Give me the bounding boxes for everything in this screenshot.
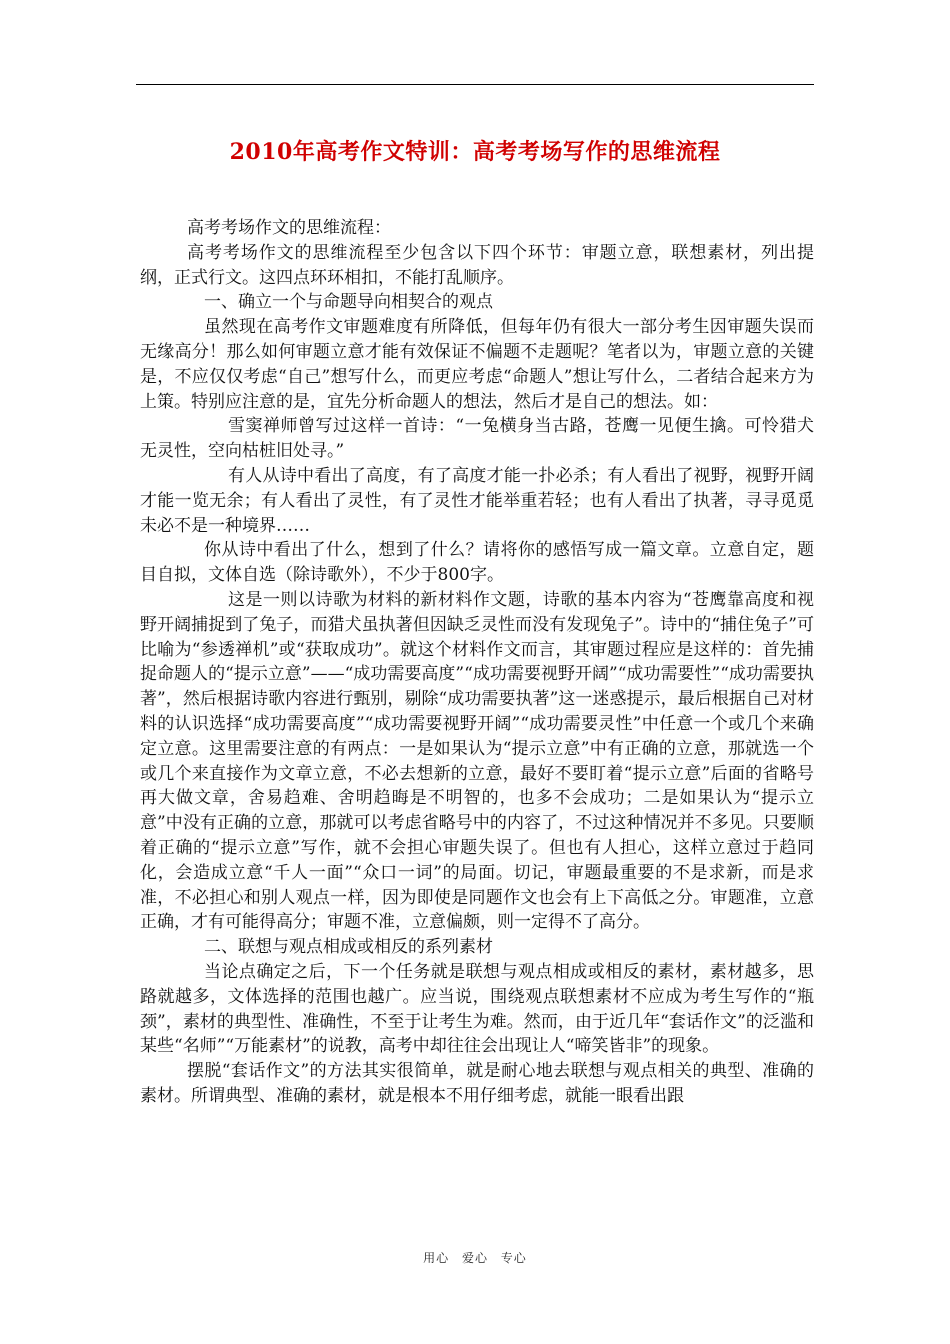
paragraph-section-1: 虽然现在高考作文审题难度有所降低，但每年仍有很大一部分考生因审题失误而无缘高分！那么如何审题立意才能有效保证不偏题不走题呢？笔者以为，审题立意的关键是，不应仅仅考虑“自己”想写什么，而更应考虑“命题人”想让写什么，二者结合起来方为上策。特别应注意的是，宜先分析命题人的想法，然后才是自己的想法。如：: [140, 317, 814, 412]
section-heading-2: 二、联想与观点相成或相反的系列素材: [204, 937, 493, 958]
paragraph-method: 摆脱“套话作文”的方法其实很简单，就是耐心地去联想与观点相关的典型、准确的素材。所谓典型、准确的素材，就是根本不用仔细考虑，就能一眼看出跟: [140, 1061, 814, 1106]
paragraph-interpretations: 有人从诗中看出了高度，有了高度才能一扑必杀；有人看出了视野，视野开阔才能一览无余；有人看出了灵性，有了灵性才能举重若轻；也有人看出了执著，寻寻觅觅未必不是一种境界……: [140, 465, 814, 536]
document-body: [140, 216, 814, 1109]
paragraph-section-2: 当论点确定之后，下一个任务就是联想与观点相成或相反的素材，素材越多，思路就越多，文体选择的范围也越广。应当说，围绕观点联想素材不应成为考生写作的“瓶颈”，素材的典型性、准确性，不至于让考生为难。然而，由于近几年“套话作文”的泛滥和某些“名师”“万能素材”的说教，高考中却往往会出现让人“啼笑皆非”的现象。: [140, 961, 814, 1057]
section-heading-1: 一、确立一个与命题导向相契合的观点: [204, 292, 493, 313]
paragraph-analysis: 这是一则以诗歌为材料的新材料作文题，诗歌的基本内容为“苍鹰靠高度和视野开阔捕捉到了兔子，而猎犬虽执著但因缺乏灵性而没有发现兔子”。诗中的“捕住兔子”可比喻为“参透禅机”或“获取成功”。就这个材料作文而言，其审题过程应是这样的：首先捕捉命题人的“提示立意”——“成功需要高度”“成功需要视野开阔”“成功需要性”“成功需要执著”，然后根据诗歌内容进行甄别，剔除“成功需要执著”这一迷惑提示，最后根据自己对材料的认识选择“成功需要高度”“成功需要视野开阔”“成功需要灵性”中任意一个或几个来确定立意。这里需要注意的有两点：一是如果认为“提示立意”中有正确的立意，那就选一个或几个来直接作为文章立意，不必去想新的立意，最好不要盯着“提示立意”后面的省略号再大做文章，舍易趋难、舍明趋晦是不明智的，也多不会成功；二是如果认为“提示立意”中没有正确的立意，那就可以考虑省略号中的内容了，不过这种情况并不多见。只要顺着正确的“提示立意”写作，就不会担心审题失误了。但也有人担心，这样立意过于趋同化，会造成立意“千人一面”“众口一词”的局面。切记，审题最重要的不是求新，而是求准，不必担心和别人观点一样，因为即使是同题作文也会有上下高低之分。审题准，立意正确，才有可能得高分；审题不准，立意偏颇，则一定得不了高分。: [140, 589, 814, 933]
paragraph-overview: 高考考场作文的思维流程至少包含以下四个环节：审题立意，联想素材，列出提纲，正式行文。这四点环环相扣，不能打乱顺序。: [140, 242, 814, 288]
header-rule: [136, 84, 814, 85]
page-footer: 用心 爱心 专心: [423, 1251, 527, 1265]
paragraph-poem: 雪窦禅师曾写过这样一首诗：“一兔横身当古路，苍鹰一见便生擒。可怜猎犬无灵性，空向枯桩旧处寻。”: [140, 416, 814, 462]
document-title: 2010年高考作文特训：高考考场写作的思维流程: [229, 139, 721, 165]
paragraph-intro-heading: 高考考场作文的思维流程：: [187, 218, 391, 238]
paragraph-prompt: 你从诗中看出了什么，想到了什么？请将你的感悟写成一篇文章。立意自定，题目自拟，文体自选（除诗歌外），不少于800字。: [140, 540, 814, 586]
